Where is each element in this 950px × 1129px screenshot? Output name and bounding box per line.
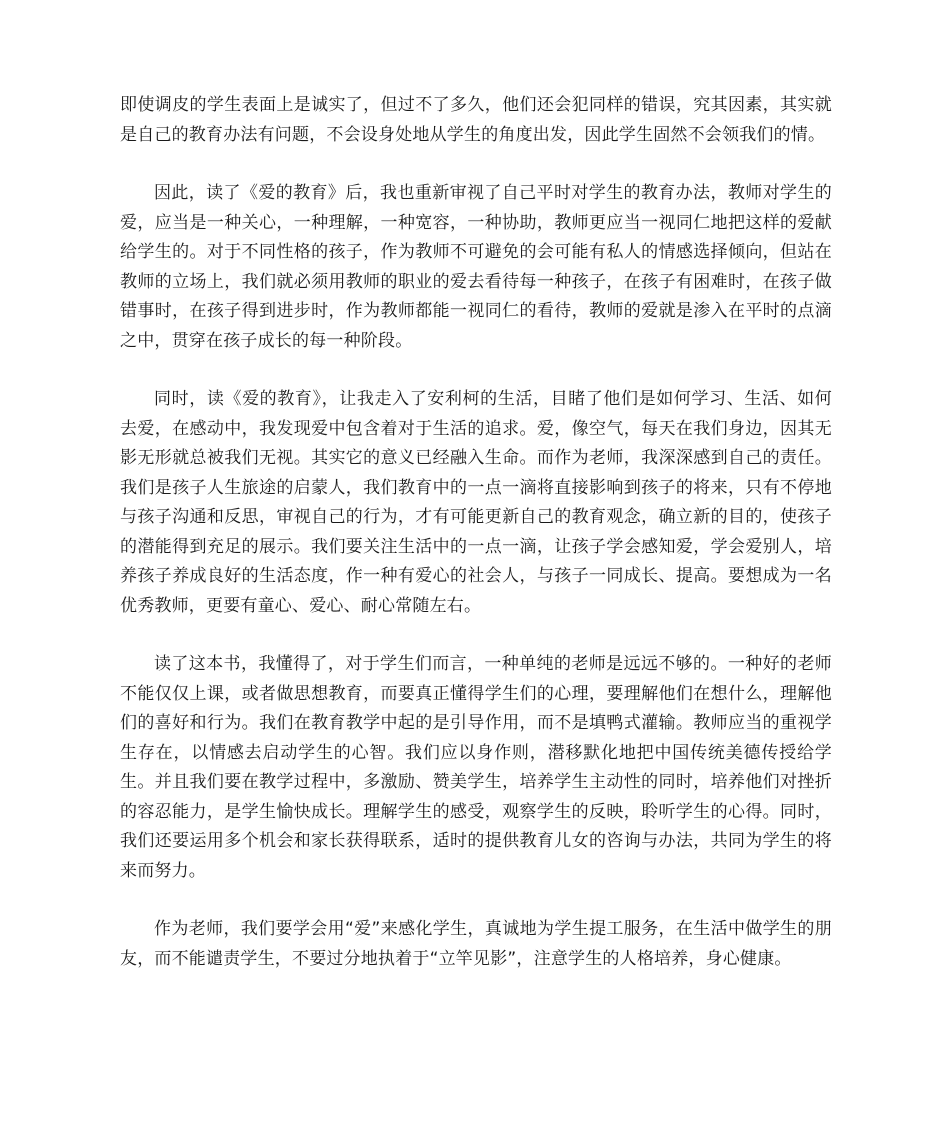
paragraph-good-teacher: 读了这本书，我懂得了，对于学生们而言，一种单纯的老师是远远不够的。一种好的老师不能仅仅上课，或者做思想教育，而要真正懂得学生们的心理，要理解他们在想什么，理解他们的喜好和行为。我们在教育教学中起的是引导作用，而不是填鸭式灌输。教师应当的重视学生存在，以情感去启动学生的心智。我们应以身作则，潜移默化地把中国传统美德传授给学生。并且我们要在教学过程中，多激励、赞美学生，培养学生主动性的同时，培养他们对挫折的容忍能力，是学生愉快成长。理解学生的感受，观察学生的反映，聆听学生的心得。同时，我们还要运用多个机会和家长获得联系，适时的提供教育儿女的咨询与办法，共同为学生的将来而努力。 (120, 654, 832, 881)
paragraph-continuation: 即使调皮的学生表面上是诚实了，但过不了多久，他们还会犯同样的错误，究其因素，其实就是自己的教育办法有问题，不会设身处地从学生的角度出发，因此学生固然不会领我们的情。 (120, 95, 832, 145)
paragraph-reflection: 因此，读了《爱的教育》后，我也重新审视了自己平时对学生的教育办法，教师对学生的爱，应当是一种关心，一种理解，一种宽容，一种协助，教师更应当一视同仁地把这样的爱献给学生的。对于不同性格的孩子，作为教师不可避免的会可能有私人的情感选择倾向，但站在教师的立场上，我们就必须用教师的职业的爱去看待每一种孩子，在孩子有困难时，在孩子做错事时，在孩子得到进步时，作为教师都能一视同仁的看待，教师的爱就是渗入在平时的点滴之中，贯穿在孩子成长的每一种阶段。 (120, 183, 832, 351)
paragraph-conclusion: 作为老师，我们要学会用“爱”来感化学生，真诚地为学生提工服务，在生活中做学生的朋友，而不能谴责学生，不要过分地执着于“立竿见影”，注意学生的人格培养，身心健康。 (120, 919, 832, 969)
paragraph-enrico-life: 同时，读《爱的教育》，让我走入了安利柯的生活，目睹了他们是如何学习、生活、如何去爱，在感动中，我发现爱中包含着对于生活的追求。爱，像空气，每天在我们身边，因其无影无形就总被我们无视。其实它的意义已经融入生命。而作为老师，我深深感到自己的责任。我们是孩子人生旅途的启蒙人，我们教育中的一点一滴将直接影响到孩子的将来，只有不停地与孩子沟通和反思，审视自己的行为，才有可能更新自己的教育观念，确立新的目的，使孩子的潜能得到充足的展示。我们要关注生活中的一点一滴，让孩子学会感知爱，学会爱别人，培养孩子养成良好的生活态度，作一种有爱心的社会人，与孩子一同成长、提高。要想成为一名优秀教师，更要有童心、爱心、耐心常随左右。 (120, 389, 832, 616)
document-body (120, 91, 832, 1003)
